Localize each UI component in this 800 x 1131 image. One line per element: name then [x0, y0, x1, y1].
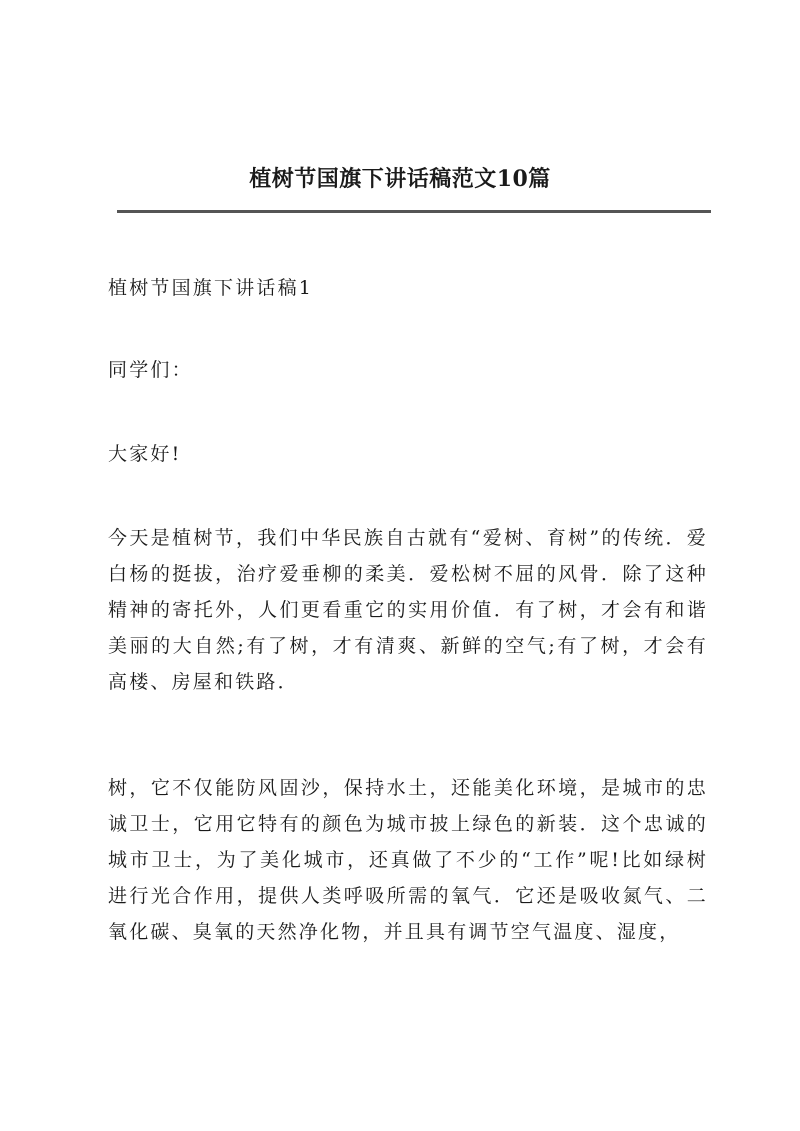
document-title: 植树节国旗下讲话稿范文10篇 [249, 166, 551, 192]
paragraph: 今天是植树节，我们中华民族自古就有“爱树、育树”的传统．爱白杨的挺拔，治疗爱垂柳的柔美．爱松树不屈的风骨．除了这种精神的寄托外，人们更看重它的实用价值．有了树，才会有和谐美丽的大自然;有了树，才有清爽、新鲜的空气;有了树，才会有高楼、房屋和铁路． [108, 527, 708, 693]
title-divider [117, 210, 711, 213]
section-heading: 植树节国旗下讲话稿1 [108, 277, 314, 299]
salutation: 同学们： [108, 359, 193, 381]
paragraph: 树，它不仅能防风固沙，保持水土，还能美化环境，是城市的忠诚卫士，它用它特有的颜色为城市披上绿色的新装．这个忠诚的城市卫士，为了美化城市，还真做了不少的“工作”呢!比如绿树进行光合作用，提供人类呼吸所需的氧气．它还是吸收氮气、二氧化碳、臭氧的天然净化物，并且具有调节空气温度、湿度， [108, 777, 708, 943]
greeting: 大家好! [108, 443, 182, 465]
